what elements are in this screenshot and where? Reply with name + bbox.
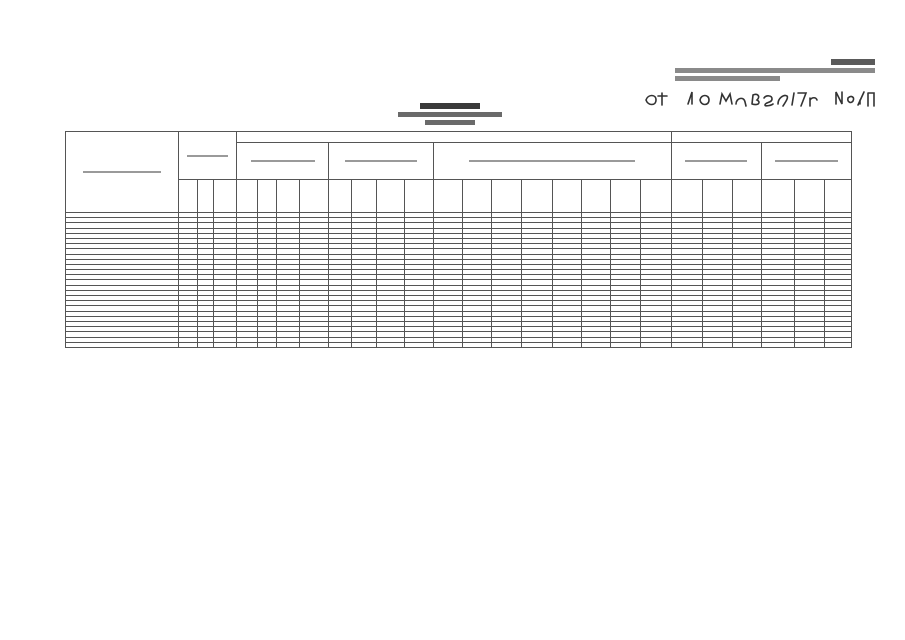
document-title — [420, 103, 480, 109]
document-subtitle-2 — [425, 120, 475, 125]
header-row-columns — [66, 180, 852, 213]
group-header-2 — [329, 143, 433, 180]
column-header — [404, 180, 433, 213]
total-column-header — [178, 132, 237, 180]
group-header-1 — [237, 143, 329, 180]
table-body — [66, 213, 852, 348]
document-title-block — [395, 100, 505, 125]
total-row — [66, 342, 852, 347]
approval-block — [650, 56, 875, 81]
column-header — [640, 180, 671, 213]
approval-line-2 — [675, 76, 780, 81]
column-header — [582, 180, 611, 213]
column-header — [258, 180, 277, 213]
column-header — [761, 180, 794, 213]
table-cell — [258, 342, 277, 347]
column-header — [492, 180, 521, 213]
handwritten-date-stamp-icon — [640, 84, 880, 110]
approval-line-1 — [675, 68, 875, 73]
table-cell — [197, 342, 214, 347]
column-header — [237, 180, 258, 213]
municipality-column-header — [66, 132, 179, 213]
table-cell — [761, 342, 794, 347]
group-header-3 — [433, 143, 671, 180]
municipality-name-cell — [66, 342, 179, 347]
column-header — [463, 180, 492, 213]
column-header — [611, 180, 640, 213]
table-cell — [178, 342, 197, 347]
column-header — [197, 180, 214, 213]
band-header-2 — [671, 132, 851, 143]
table-cell — [611, 342, 640, 347]
column-header — [277, 180, 300, 213]
column-header — [433, 180, 462, 213]
table-cell — [300, 342, 329, 347]
table-cell — [824, 342, 852, 347]
column-header — [703, 180, 732, 213]
table-cell — [703, 342, 732, 347]
table-cell — [352, 342, 377, 347]
table-cell — [377, 342, 404, 347]
table-cell — [329, 342, 352, 347]
column-header — [795, 180, 824, 213]
table-cell — [277, 342, 300, 347]
table-cell — [671, 342, 702, 347]
table-cell — [237, 342, 258, 347]
distribution-table — [65, 131, 852, 348]
header-row-band — [66, 132, 852, 143]
column-header — [178, 180, 197, 213]
table-cell — [214, 342, 237, 347]
column-header — [671, 180, 702, 213]
column-header — [552, 180, 581, 213]
table-cell — [732, 342, 761, 347]
table-cell — [463, 342, 492, 347]
table-cell — [582, 342, 611, 347]
column-header — [732, 180, 761, 213]
group-header-5 — [761, 143, 851, 180]
approval-heading — [831, 59, 875, 65]
column-header — [214, 180, 237, 213]
column-header — [352, 180, 377, 213]
column-header — [521, 180, 552, 213]
column-header — [329, 180, 352, 213]
table-cell — [552, 342, 581, 347]
table-cell — [433, 342, 462, 347]
table-cell — [640, 342, 671, 347]
band-header-1 — [237, 132, 672, 143]
table-cell — [492, 342, 521, 347]
table-cell — [404, 342, 433, 347]
column-header — [824, 180, 852, 213]
document-subtitle-1 — [398, 112, 502, 117]
column-header — [300, 180, 329, 213]
distribution-table-container — [65, 131, 852, 321]
group-header-4 — [671, 143, 761, 180]
column-header — [377, 180, 404, 213]
table-cell — [795, 342, 824, 347]
table-cell — [521, 342, 552, 347]
